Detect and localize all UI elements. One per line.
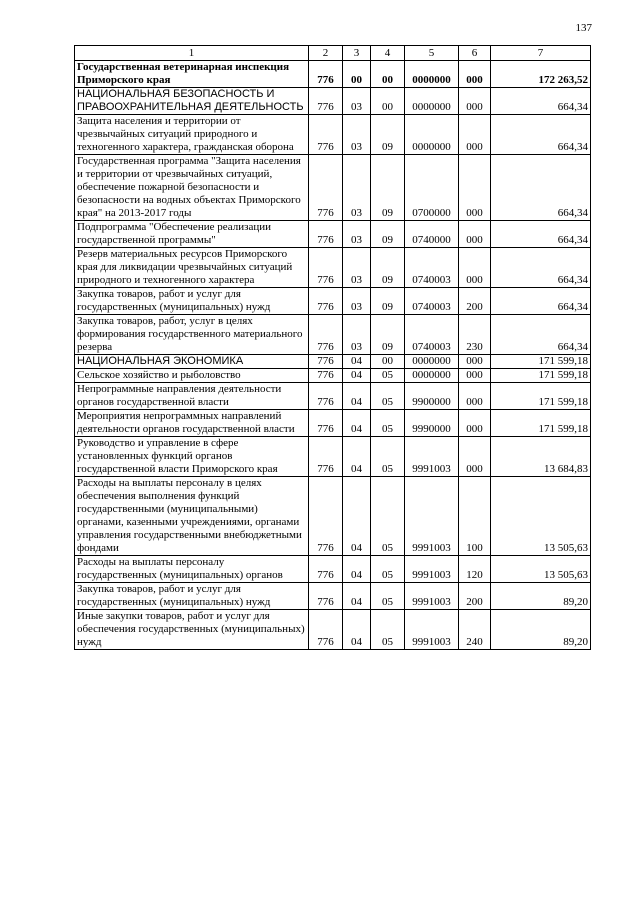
target-article-cell: 0000000 bbox=[405, 369, 459, 383]
subsection-code-cell: 09 bbox=[371, 221, 405, 248]
subsection-code-cell: 09 bbox=[371, 248, 405, 288]
ministry-code-cell: 776 bbox=[309, 288, 343, 315]
section-code-cell: 04 bbox=[343, 410, 371, 437]
section-code-cell: 04 bbox=[343, 583, 371, 610]
section-code-cell: 04 bbox=[343, 383, 371, 410]
row-name-cell: Расходы на выплаты персоналу в целях обеспечения выполнения функций государственными (муниципальными) органами, казенными учреждениями, органами управления государственными внебюджетными фондами bbox=[75, 477, 309, 556]
amount-cell: 171 599,18 bbox=[491, 410, 591, 437]
target-article-cell: 0000000 bbox=[405, 115, 459, 155]
section-code-cell: 04 bbox=[343, 437, 371, 477]
amount-cell: 89,20 bbox=[491, 583, 591, 610]
subsection-code-cell: 00 bbox=[371, 355, 405, 369]
row-name-cell: Мероприятия непрограммных направлений деятельности органов государственной власти bbox=[75, 410, 309, 437]
expense-type-cell: 240 bbox=[459, 610, 491, 650]
ministry-code-cell: 776 bbox=[309, 610, 343, 650]
table-row bbox=[75, 610, 591, 650]
subsection-code-cell: 05 bbox=[371, 410, 405, 437]
amount-cell: 664,34 bbox=[491, 115, 591, 155]
target-article-cell: 0700000 bbox=[405, 155, 459, 221]
table-row bbox=[75, 437, 591, 477]
table-row bbox=[75, 88, 591, 115]
section-code-cell: 03 bbox=[343, 315, 371, 355]
ministry-code-cell: 776 bbox=[309, 115, 343, 155]
table-row bbox=[75, 477, 591, 556]
expense-type-cell: 000 bbox=[459, 115, 491, 155]
amount-cell: 171 599,18 bbox=[491, 355, 591, 369]
section-code-cell: 03 bbox=[343, 248, 371, 288]
ministry-code-cell: 776 bbox=[309, 410, 343, 437]
section-code-cell: 04 bbox=[343, 369, 371, 383]
row-name-cell: Защита населения и территории от чрезвычайных ситуаций природного и техногенного характера, гражданская оборона bbox=[75, 115, 309, 155]
row-name-cell: НАЦИОНАЛЬНАЯ ЭКОНОМИКА bbox=[75, 355, 309, 369]
expense-type-cell: 000 bbox=[459, 61, 491, 88]
target-article-cell: 0000000 bbox=[405, 88, 459, 115]
row-name-cell: Резерв материальных ресурсов Приморского края для ликвидации чрезвычайных ситуаций природного и техногенного характера bbox=[75, 248, 309, 288]
ministry-code-cell: 776 bbox=[309, 583, 343, 610]
target-article-cell: 9900000 bbox=[405, 383, 459, 410]
row-name-cell: НАЦИОНАЛЬНАЯ БЕЗОПАСНОСТЬ И ПРАВООХРАНИТЕЛЬНАЯ ДЕЯТЕЛЬНОСТЬ bbox=[75, 88, 309, 115]
expense-type-cell: 200 bbox=[459, 583, 491, 610]
column-header: 3 bbox=[343, 46, 371, 61]
subsection-code-cell: 05 bbox=[371, 369, 405, 383]
table-row bbox=[75, 410, 591, 437]
column-header: 7 bbox=[491, 46, 591, 61]
subsection-code-cell: 05 bbox=[371, 477, 405, 556]
subsection-code-cell: 05 bbox=[371, 383, 405, 410]
amount-cell: 664,34 bbox=[491, 88, 591, 115]
expense-type-cell: 100 bbox=[459, 477, 491, 556]
subsection-code-cell: 09 bbox=[371, 155, 405, 221]
target-article-cell: 0740003 bbox=[405, 248, 459, 288]
row-name-cell: Государственная ветеринарная инспекция Приморского края bbox=[75, 61, 309, 88]
amount-cell: 13 505,63 bbox=[491, 477, 591, 556]
amount-cell: 664,34 bbox=[491, 221, 591, 248]
section-code-cell: 03 bbox=[343, 88, 371, 115]
row-name-cell: Руководство и управление в сфере установленных функций органов государственной власти Приморского края bbox=[75, 437, 309, 477]
amount-cell: 664,34 bbox=[491, 248, 591, 288]
section-code-cell: 04 bbox=[343, 477, 371, 556]
subsection-code-cell: 09 bbox=[371, 288, 405, 315]
section-code-cell: 04 bbox=[343, 355, 371, 369]
table-row bbox=[75, 355, 591, 369]
ministry-code-cell: 776 bbox=[309, 61, 343, 88]
target-article-cell: 0740000 bbox=[405, 221, 459, 248]
amount-cell: 664,34 bbox=[491, 315, 591, 355]
subsection-code-cell: 05 bbox=[371, 556, 405, 583]
column-header: 6 bbox=[459, 46, 491, 61]
column-header: 2 bbox=[309, 46, 343, 61]
section-code-cell: 04 bbox=[343, 556, 371, 583]
budget-table bbox=[74, 45, 591, 650]
target-article-cell: 9991003 bbox=[405, 583, 459, 610]
ministry-code-cell: 776 bbox=[309, 556, 343, 583]
table-row bbox=[75, 248, 591, 288]
target-article-cell: 9991003 bbox=[405, 437, 459, 477]
table-row bbox=[75, 221, 591, 248]
ministry-code-cell: 776 bbox=[309, 315, 343, 355]
subsection-code-cell: 05 bbox=[371, 437, 405, 477]
table-row bbox=[75, 369, 591, 383]
expense-type-cell: 000 bbox=[459, 437, 491, 477]
table-row bbox=[75, 583, 591, 610]
table-row bbox=[75, 155, 591, 221]
row-name-cell: Иные закупки товаров, работ и услуг для обеспечения государственных (муниципальных) нужд bbox=[75, 610, 309, 650]
row-name-cell: Расходы на выплаты персоналу государственных (муниципальных) органов bbox=[75, 556, 309, 583]
ministry-code-cell: 776 bbox=[309, 383, 343, 410]
table-row bbox=[75, 288, 591, 315]
ministry-code-cell: 776 bbox=[309, 88, 343, 115]
section-code-cell: 03 bbox=[343, 288, 371, 315]
column-number-row bbox=[75, 46, 591, 61]
subsection-code-cell: 05 bbox=[371, 583, 405, 610]
target-article-cell: 0000000 bbox=[405, 355, 459, 369]
ministry-code-cell: 776 bbox=[309, 437, 343, 477]
expense-type-cell: 000 bbox=[459, 355, 491, 369]
row-name-cell: Государственная программа "Защита населения и территории от чрезвычайных ситуаций, обеспечение пожарной безопасности и безопасности на водных объектах Приморского края" на 2013-2017 годы bbox=[75, 155, 309, 221]
subsection-code-cell: 09 bbox=[371, 315, 405, 355]
target-article-cell: 9991003 bbox=[405, 477, 459, 556]
expense-type-cell: 000 bbox=[459, 221, 491, 248]
column-header: 5 bbox=[405, 46, 459, 61]
target-article-cell: 0740003 bbox=[405, 315, 459, 355]
table-row bbox=[75, 383, 591, 410]
section-code-cell: 00 bbox=[343, 61, 371, 88]
expense-type-cell: 230 bbox=[459, 315, 491, 355]
section-code-cell: 03 bbox=[343, 115, 371, 155]
target-article-cell: 9991003 bbox=[405, 556, 459, 583]
amount-cell: 171 599,18 bbox=[491, 369, 591, 383]
ministry-code-cell: 776 bbox=[309, 355, 343, 369]
expense-type-cell: 000 bbox=[459, 369, 491, 383]
expense-type-cell: 000 bbox=[459, 155, 491, 221]
amount-cell: 664,34 bbox=[491, 155, 591, 221]
column-header: 1 bbox=[75, 46, 309, 61]
ministry-code-cell: 776 bbox=[309, 248, 343, 288]
amount-cell: 664,34 bbox=[491, 288, 591, 315]
row-name-cell: Непрограммные направления деятельности органов государственной власти bbox=[75, 383, 309, 410]
subsection-code-cell: 09 bbox=[371, 115, 405, 155]
row-name-cell: Закупка товаров, работ и услуг для государственных (муниципальных) нужд bbox=[75, 583, 309, 610]
expense-type-cell: 000 bbox=[459, 383, 491, 410]
ministry-code-cell: 776 bbox=[309, 155, 343, 221]
target-article-cell: 9991003 bbox=[405, 610, 459, 650]
page-number: 137 bbox=[575, 22, 592, 34]
subsection-code-cell: 00 bbox=[371, 61, 405, 88]
section-code-cell: 04 bbox=[343, 610, 371, 650]
row-name-cell: Закупка товаров, работ, услуг в целях формирования государственного материального резерва bbox=[75, 315, 309, 355]
ministry-code-cell: 776 bbox=[309, 369, 343, 383]
row-name-cell: Закупка товаров, работ и услуг для государственных (муниципальных) нужд bbox=[75, 288, 309, 315]
amount-cell: 171 599,18 bbox=[491, 383, 591, 410]
table-row bbox=[75, 556, 591, 583]
expense-type-cell: 000 bbox=[459, 88, 491, 115]
table-row bbox=[75, 61, 591, 88]
table-row bbox=[75, 115, 591, 155]
column-header: 4 bbox=[371, 46, 405, 61]
target-article-cell: 9990000 bbox=[405, 410, 459, 437]
expense-type-cell: 000 bbox=[459, 410, 491, 437]
subsection-code-cell: 05 bbox=[371, 610, 405, 650]
row-name-cell: Сельское хозяйство и рыболовство bbox=[75, 369, 309, 383]
amount-cell: 89,20 bbox=[491, 610, 591, 650]
section-code-cell: 03 bbox=[343, 155, 371, 221]
table-body bbox=[75, 61, 591, 650]
expense-type-cell: 000 bbox=[459, 248, 491, 288]
row-name-cell: Подпрограмма "Обеспечение реализации государственной программы" bbox=[75, 221, 309, 248]
section-code-cell: 03 bbox=[343, 221, 371, 248]
amount-cell: 13 505,63 bbox=[491, 556, 591, 583]
ministry-code-cell: 776 bbox=[309, 477, 343, 556]
target-article-cell: 0000000 bbox=[405, 61, 459, 88]
expense-type-cell: 200 bbox=[459, 288, 491, 315]
amount-cell: 13 684,83 bbox=[491, 437, 591, 477]
ministry-code-cell: 776 bbox=[309, 221, 343, 248]
subsection-code-cell: 00 bbox=[371, 88, 405, 115]
table-row bbox=[75, 315, 591, 355]
expense-type-cell: 120 bbox=[459, 556, 491, 583]
amount-cell: 172 263,52 bbox=[491, 61, 591, 88]
target-article-cell: 0740003 bbox=[405, 288, 459, 315]
